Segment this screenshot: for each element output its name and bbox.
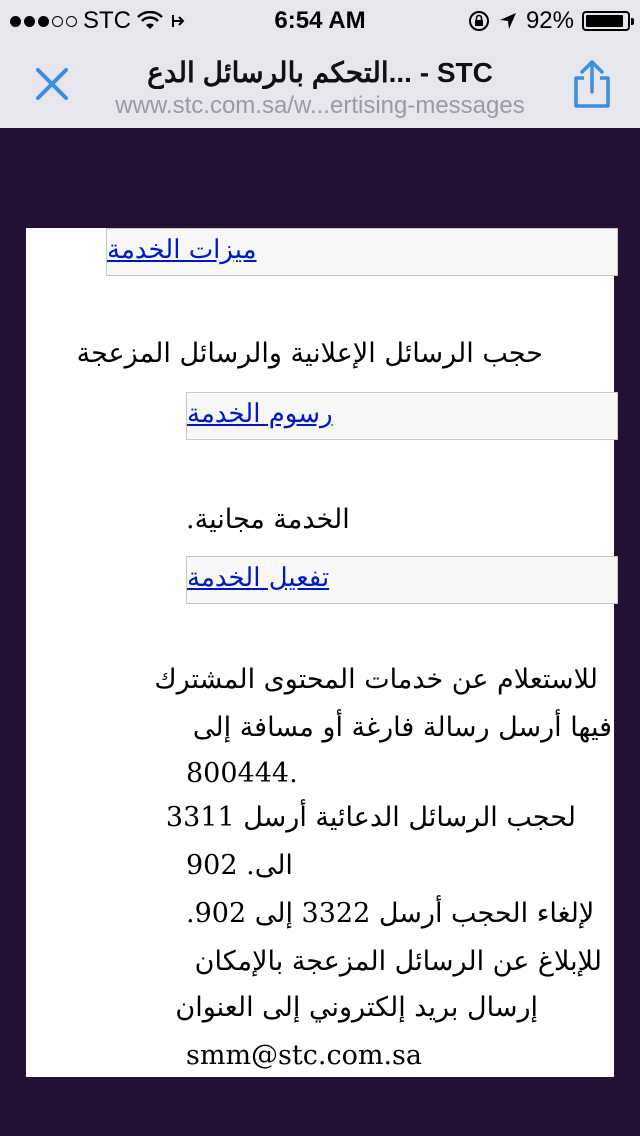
orientation-lock-icon	[468, 10, 490, 32]
location-arrow-icon	[498, 11, 518, 31]
info-line-8: إرسال بريد إلكتروني إلى العنوان	[175, 992, 538, 1023]
share-icon[interactable]	[570, 58, 614, 110]
page-content	[26, 228, 614, 1077]
page-url[interactable]: www.stc.com.sa/w...ertising-messages	[115, 92, 525, 119]
battery-percent: 92%	[525, 7, 574, 34]
info-line-9-email[interactable]: smm@stc.com.sa	[186, 1040, 422, 1071]
link-service-fees[interactable]: رسوم الخدمة	[187, 399, 333, 429]
browser-header	[0, 40, 640, 128]
info-line-3: 800444.	[186, 758, 298, 789]
link-service-features[interactable]: ميزات الخدمة	[107, 235, 257, 265]
battery-icon	[582, 11, 630, 31]
link-activate-service[interactable]: تفعيل الخدمة	[187, 563, 330, 593]
info-line-1: للاستعلام عن خدمات المحتوى المشترك	[154, 664, 598, 695]
status-time: 6:54 AM	[274, 7, 366, 34]
block-heading: حجب الرسائل الإعلانية والرسائل المزعجة	[76, 338, 543, 369]
fees-link-box	[186, 392, 618, 440]
status-bar	[0, 0, 640, 40]
info-line-4: لحجب الرسائل الدعائية أرسل 3311	[165, 802, 576, 833]
status-right	[468, 7, 630, 35]
features-link-box	[106, 228, 618, 276]
info-line-5: 902 .الى	[186, 850, 293, 881]
info-line-2: فيها أرسل رسالة فارغة أو مسافة إلى	[192, 712, 612, 743]
activate-link-box	[186, 556, 618, 604]
info-line-7: للإبلاغ عن الرسائل المزعجة بالإمكان	[194, 946, 602, 977]
carrier-name: STC	[83, 7, 131, 34]
page-title: التحكم بالرسائل الدع... - STC	[147, 57, 493, 88]
info-line-6: .لإلغاء الحجب أرسل 3322 إلى 902	[186, 898, 595, 929]
close-icon[interactable]	[30, 62, 74, 106]
battery-fill	[586, 15, 623, 27]
free-service-text: .الخدمة مجانية	[186, 504, 350, 535]
